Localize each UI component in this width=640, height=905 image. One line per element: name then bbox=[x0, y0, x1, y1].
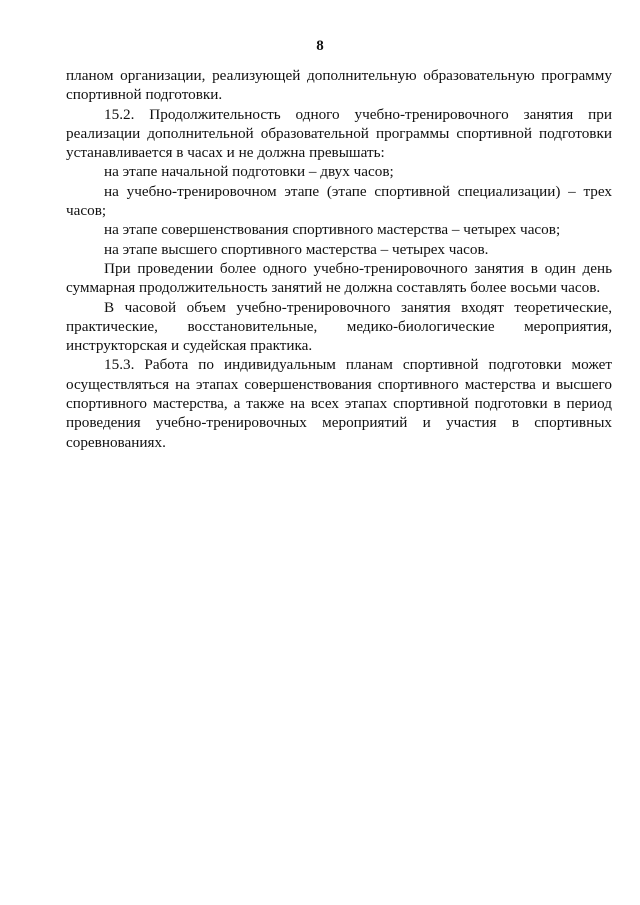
list-item-improvement-stage: на этапе совершенствования спортивного мастерства – четырех часов; bbox=[104, 221, 561, 239]
document-body bbox=[66, 66, 612, 452]
paragraph-hourly-volume: В часовой объем учебно-тренировочного занятия входят теоретические, практические, восстановительные, медико-биологические мероприятия, инструкторская и судейская практика. bbox=[66, 298, 612, 355]
paragraph-multiple-sessions: При проведении более одного учебно-тренировочного занятия в один день суммарная продолжительность занятий не должна составлять более восьми часов. bbox=[66, 259, 612, 297]
paragraph-15-2: 15.2. Продолжительность одного учебно-тренировочного занятия при реализации дополнительной образовательной программы спортивной подготовки устанавливается в часах и не должна превышать: bbox=[66, 105, 612, 162]
page-number: 8 bbox=[316, 38, 324, 54]
list-item-higher-mastery-stage: на этапе высшего спортивного мастерства – четырех часов. bbox=[104, 240, 489, 258]
paragraph-15-3: 15.3. Работа по индивидуальным планам спортивной подготовки может осуществляться на этапах совершенствования спортивного мастерства и высшего спортивного мастерства, а также на всех этапах спортивной подготовки в период проведения учебно-тренировочных мероприятий и участия в спортивных соревнованиях. bbox=[66, 356, 612, 451]
list-item-initial-stage: на этапе начальной подготовки – двух часов; bbox=[104, 163, 394, 181]
list-item-training-stage: на учебно-тренировочном этапе (этапе спортивной специализации) – трех часов; bbox=[66, 182, 612, 220]
paragraph-continuation: планом организации, реализующей дополнительную образовательную программу спортивной подготовки. bbox=[66, 67, 612, 104]
